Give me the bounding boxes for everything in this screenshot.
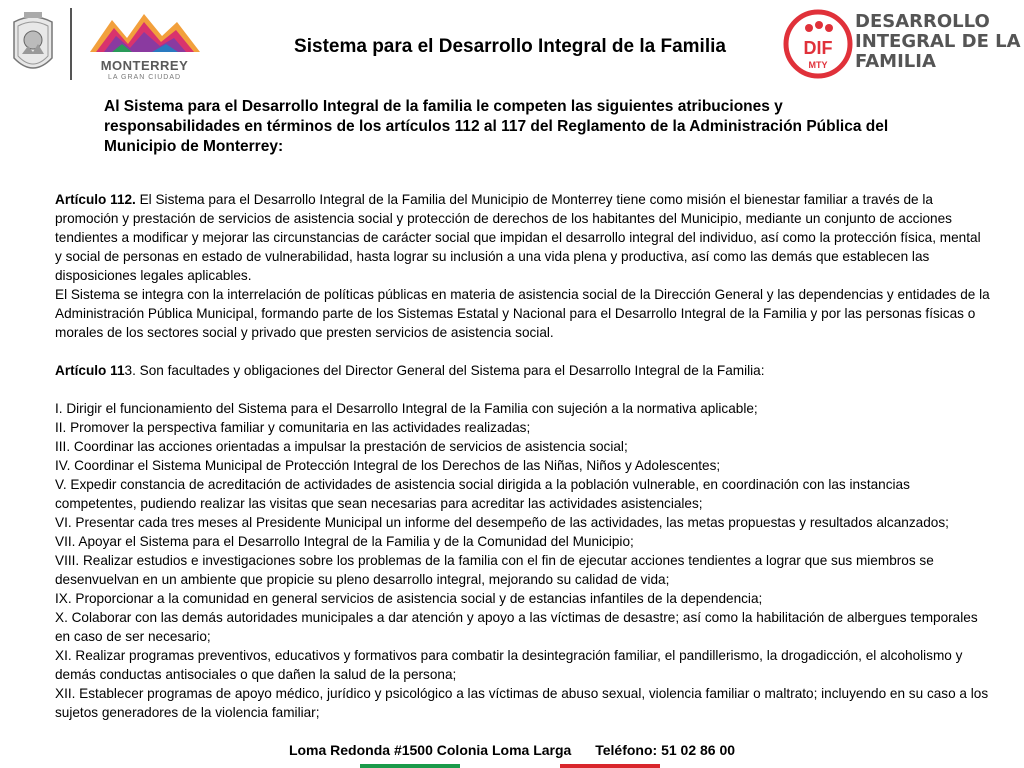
dif-logo-line: FAMILIA bbox=[855, 51, 936, 72]
monterrey-seal-icon bbox=[8, 10, 58, 80]
monterrey-mountain-icon bbox=[82, 8, 207, 58]
list-item: XII. Establecer programas de apoyo médico, jurídico y psicológico a las víctimas de abuso sexual, violencia familiar o maltrato; incluyendo en su caso a los sujetos generadores de la violencia familiar; bbox=[55, 686, 989, 720]
article-113-label: Artículo 11 bbox=[55, 363, 125, 378]
dif-logo-mark: DIF bbox=[803, 38, 833, 58]
list-item: VII. Apoyar el Sistema para el Desarrollo Integral de la Familia y de la Comunidad del Municipio; bbox=[55, 534, 634, 549]
article-113 bbox=[55, 361, 990, 380]
page-footer bbox=[0, 742, 1024, 758]
list-item: VIII. Realizar estudios e investigaciones sobre los problemas de la familia con el fin de ejecutar acciones tendientes a lograr que sus miembros se desenvuelvan en un ambiente que propicie su pleno desarrollo integral, mejorando su calidad de vida; bbox=[55, 553, 934, 587]
dif-logo-icon bbox=[783, 8, 853, 80]
list-item: XI. Realizar programas preventivos, educativos y formativos para combatir la desintegración familiar, el pandillerismo, la drogadicción, el alcoholismo y demás conductas antisociales o que dañen la salud de la persona; bbox=[55, 648, 963, 682]
dif-logo-text bbox=[855, 12, 1021, 72]
list-item: IX. Proporcionar a la comunidad en general servicios de asistencia social y de estancias infantiles de la dependencia; bbox=[55, 591, 763, 606]
footer-strip-green bbox=[360, 764, 460, 768]
article-113-text: 3. Son facultades y obligaciones del Director General del Sistema para el Desarrollo Integral de la Familia: bbox=[124, 363, 765, 378]
page-title: Sistema para el Desarrollo Integral de la Familia bbox=[294, 36, 726, 57]
intro-paragraph: Al Sistema para el Desarrollo Integral de la familia le competen las siguientes atribuciones y responsabilidades en términos de los artículos 112 al 117 del Reglamento de la Administración Pública del Municipio de Monterrey: bbox=[104, 98, 889, 155]
list-item: X. Colaborar con las demás autoridades municipales a dar atención y apoyo a las víctimas de desastre; así como la habilitación de albergues temporales en caso de ser necesario; bbox=[55, 610, 978, 644]
monterrey-logo-name: MONTERREY bbox=[100, 58, 189, 73]
article-112 bbox=[55, 190, 990, 285]
document-body bbox=[55, 190, 990, 722]
list-item: IV. Coordinar el Sistema Municipal de Protección Integral de los Derechos de las Niñas, Niños y Adolescentes; bbox=[55, 458, 721, 473]
article-112-text: El Sistema para el Desarrollo Integral de la Familia del Municipio de Monterrey tiene como misión el bienestar familiar a través de la promoción y prestación de servicios de asistencia social y protección de derechos de los habitantes del Municipio, mediante un conjunto de acciones tendientes a modificar y mejorar las circunstancias de carácter social que impidan el desarrollo integral del individuo, así como la protección física, mental y social de personas en estado de vulnerabilidad, hasta lograr su inclusión a una vida plena y productiva, así como las demás que establecen las disposiciones legales aplicables. bbox=[55, 192, 981, 283]
article-112-paragraph-2: El Sistema se integra con la interrelación de políticas públicas en materia de asistencia social de la Dirección General y las dependencias y entidades de la Administración Pública Municipal, formando parte de los Sistemas Estatal y Nacional para el Desarrollo Integral de la Familia y por las personas físicas o morales de los sectores social y privado que presten servicios de asistencia social. bbox=[55, 287, 990, 340]
page-header bbox=[0, 0, 1024, 92]
monterrey-logo bbox=[82, 8, 207, 86]
footer-strip-red bbox=[560, 764, 660, 768]
list-item: I. Dirigir el funcionamiento del Sistema para el Desarrollo Integral de la Familia con sujeción a la normativa aplicable; bbox=[55, 401, 758, 416]
dif-logo-sub: MTY bbox=[808, 60, 828, 70]
dif-logo-line: INTEGRAL DE LA bbox=[855, 31, 1021, 52]
footer-phone: Teléfono: 51 02 86 00 bbox=[595, 742, 736, 758]
list-item: II. Promover la perspectiva familiar y comunitaria en las actividades realizadas; bbox=[55, 420, 531, 435]
footer-address: Loma Redonda #1500 Colonia Loma Larga bbox=[288, 742, 572, 758]
list-item: V. Expedir constancia de acreditación de actividades de asistencia social dirigida a la población vulnerable, en coordinación con las instancias competentes, pudiendo realizar las visitas que sean necesarias para acreditar las actividades asistenciales; bbox=[55, 477, 910, 511]
list-item: III. Coordinar las acciones orientadas a impulsar la prestación de servicios de asistencia social; bbox=[55, 439, 628, 454]
header-divider bbox=[70, 8, 72, 80]
dif-logo-line: DESARROLLO bbox=[855, 11, 990, 32]
monterrey-logo-tagline: LA GRAN CIUDAD bbox=[107, 74, 182, 81]
list-item: VI. Presentar cada tres meses al Presidente Municipal un informe del desempeño de las actividades, las metas propuestas y resultados alcanzados; bbox=[55, 515, 949, 530]
article-112-label: Artículo 112. bbox=[55, 192, 136, 207]
